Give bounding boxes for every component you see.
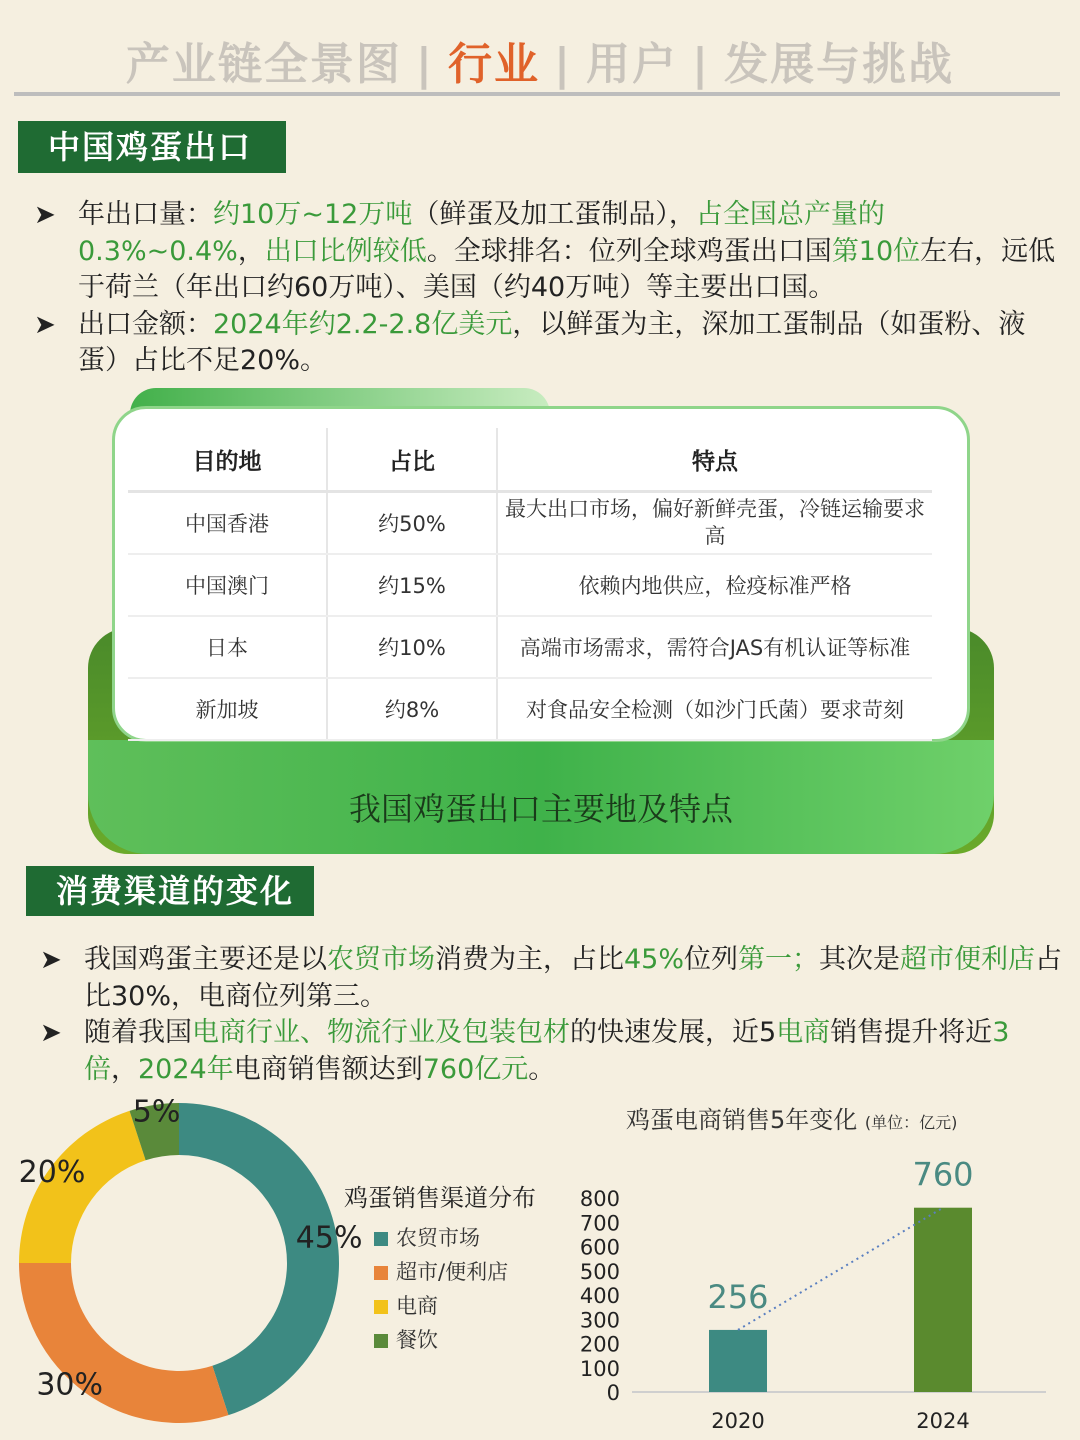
highlight-text: 第10位 [831, 235, 921, 267]
table-row [128, 554, 932, 616]
nav-item-development[interactable]: 发展与挑战 [724, 39, 955, 90]
table-cell: 中国澳门 [128, 554, 327, 616]
y-tick-label: 400 [579, 1284, 620, 1308]
table-row [128, 492, 932, 555]
top-nav [0, 28, 1080, 92]
body-text: 左右，远低于荷兰（年出口约60万吨）、美国（约40万吨）等主要出口国。 [78, 235, 1056, 303]
body-text: 。全球排名：位列全球鸡蛋出口国 [426, 235, 832, 267]
highlight-text: 超市便利店 [900, 944, 1036, 975]
body-text: ， [237, 235, 265, 267]
highlight-text: 占全国总产量的0.3%~0.4% [78, 199, 885, 267]
export-destination-table [128, 428, 932, 741]
body-text: ， [111, 1053, 138, 1085]
highlight-text: 约10万~12万吨 [213, 199, 413, 230]
highlight-text: 2024年 [138, 1053, 234, 1085]
bar-chart-title [626, 1100, 957, 1135]
section-title-export: 中国鸡蛋出口 [18, 121, 286, 173]
table-cell: 约10% [327, 616, 497, 678]
body-text: 。 [528, 1053, 556, 1085]
body-text: 销售提升将近 [830, 1017, 993, 1048]
body-text: 的快速发展，近5 [570, 1017, 777, 1048]
legend-label: 电商 [396, 1294, 438, 1318]
y-tick-label: 0 [606, 1381, 620, 1405]
bar [914, 1208, 972, 1392]
bullet-item [20, 307, 1062, 380]
body-text: 占比30%，电商位列第三。 [84, 944, 1063, 1012]
body-text: 出口金额： [78, 308, 213, 340]
ecommerce-bar-chart [570, 1150, 1060, 1440]
body-text: 随着我国 [84, 1017, 192, 1048]
table-cell: 中国香港 [128, 492, 327, 555]
table-caption: 我国鸡蛋出口主要地及特点 [348, 790, 733, 828]
channel-bullets [26, 942, 1062, 1088]
nav-separator: | [692, 39, 711, 90]
bullet-item [26, 1015, 1062, 1088]
legend-swatch [374, 1300, 388, 1314]
table-header: 特点 [497, 428, 932, 492]
highlight-text: 2024年约2.2-2.8亿美元 [213, 308, 513, 340]
bullet-arrow-icon: ➤ [34, 200, 56, 230]
y-tick-label: 100 [579, 1356, 620, 1381]
nav-separator: | [415, 39, 434, 90]
legend-item [374, 1256, 508, 1286]
export-bullets [20, 197, 1062, 380]
x-tick-label: 2024 [916, 1409, 970, 1433]
body-text: ，以鲜蛋为主，深加工蛋制品（如蛋粉、液蛋）占比不足20%。 [78, 308, 1026, 376]
highlight-text: 760亿元 [422, 1053, 529, 1085]
table-cell: 新加坡 [128, 678, 327, 740]
donut-slice-label: 45% [295, 1220, 363, 1256]
legend-label: 农贸市场 [396, 1226, 480, 1250]
legend-swatch [374, 1232, 388, 1246]
table-row [128, 616, 932, 678]
bullet-item [26, 942, 1062, 1015]
donut-slice-label: 5% [132, 1094, 181, 1130]
legend-swatch [374, 1334, 388, 1348]
bullet-arrow-icon: ➤ [40, 1018, 62, 1048]
bar-chart-unit: (单位：亿元) [864, 1113, 958, 1132]
highlight-text: 农贸市场 [327, 944, 435, 975]
table-cell: 依赖内地供应，检疫标准严格 [497, 554, 932, 616]
body-text: 年出口量： [78, 199, 213, 230]
bullet-arrow-icon: ➤ [40, 945, 62, 975]
y-tick-label: 700 [579, 1211, 620, 1236]
nav-separator: | [553, 39, 573, 90]
table-header: 目的地 [128, 428, 327, 492]
body-text: 其次是 [819, 944, 901, 975]
table-cell: 约8% [327, 678, 497, 740]
legend-item [374, 1324, 438, 1354]
nav-item-users[interactable]: 用户 [586, 39, 679, 90]
x-tick-label: 2020 [711, 1409, 765, 1433]
table-header: 占比 [327, 428, 497, 492]
table-header-row [128, 428, 932, 492]
legend-label: 超市/便利店 [396, 1260, 509, 1284]
nav-item-industry-chain[interactable]: 产业链全景图 [125, 39, 402, 90]
bullet-arrow-icon: ➤ [34, 309, 56, 340]
body-text: 消费为主，占比 [435, 944, 624, 975]
body-text: 我国鸡蛋主要还是以 [84, 944, 327, 975]
highlight-text: 出口比例较低 [264, 235, 427, 267]
nav-item-industry[interactable]: 行业 [447, 39, 540, 90]
legend-label: 餐饮 [396, 1328, 438, 1352]
bar-value-label: 760 [912, 1155, 974, 1194]
highlight-text: 45% [624, 944, 685, 975]
legend-item [374, 1290, 438, 1320]
highlight-text: 电商行业、物流行业及包装包材 [192, 1017, 570, 1048]
y-tick-label: 600 [579, 1235, 620, 1260]
table-cell: 最大出口市场，偏好新鲜壳蛋，冷链运输要求高 [497, 492, 932, 555]
nav-divider [14, 92, 1060, 96]
donut-slice-label: 30% [36, 1367, 104, 1403]
body-text: 电商销售额达到 [233, 1053, 423, 1085]
legend-swatch [374, 1266, 388, 1280]
table-cell: 日本 [128, 616, 327, 678]
y-tick-label: 800 [579, 1187, 620, 1211]
body-text: 位列 [684, 944, 739, 975]
donut-chart-title: 鸡蛋销售渠道分布 [344, 1184, 536, 1212]
y-tick-label: 500 [579, 1259, 620, 1284]
highlight-text: 电商 [776, 1017, 831, 1048]
y-tick-label: 300 [579, 1308, 620, 1333]
bar-value-label: 256 [707, 1277, 769, 1316]
trend-line [738, 1208, 943, 1330]
table-cell: 约50% [327, 492, 497, 555]
legend-item [374, 1222, 480, 1252]
donut-slice-label: 20% [18, 1155, 86, 1191]
bar [709, 1330, 767, 1392]
table-cell: 约15% [327, 554, 497, 616]
channel-donut-chart [14, 1094, 363, 1428]
body-text: （鲜蛋及加工蛋制品）， [412, 199, 696, 230]
table-cell: 对食品安全检测（如沙门氏菌）要求苛刻 [497, 678, 932, 740]
bar-chart-title-text: 鸡蛋电商销售5年变化 [626, 1106, 858, 1134]
table-cell: 高端市场需求，需符合JAS有机认证等标准 [497, 616, 932, 678]
highlight-text: 3倍 [84, 1017, 1010, 1085]
table-row [128, 678, 932, 740]
section-title-channels: 消费渠道的变化 [26, 866, 314, 916]
highlight-text: 第一； [738, 944, 820, 975]
bullet-item [20, 197, 1062, 307]
y-tick-label: 200 [579, 1332, 620, 1357]
